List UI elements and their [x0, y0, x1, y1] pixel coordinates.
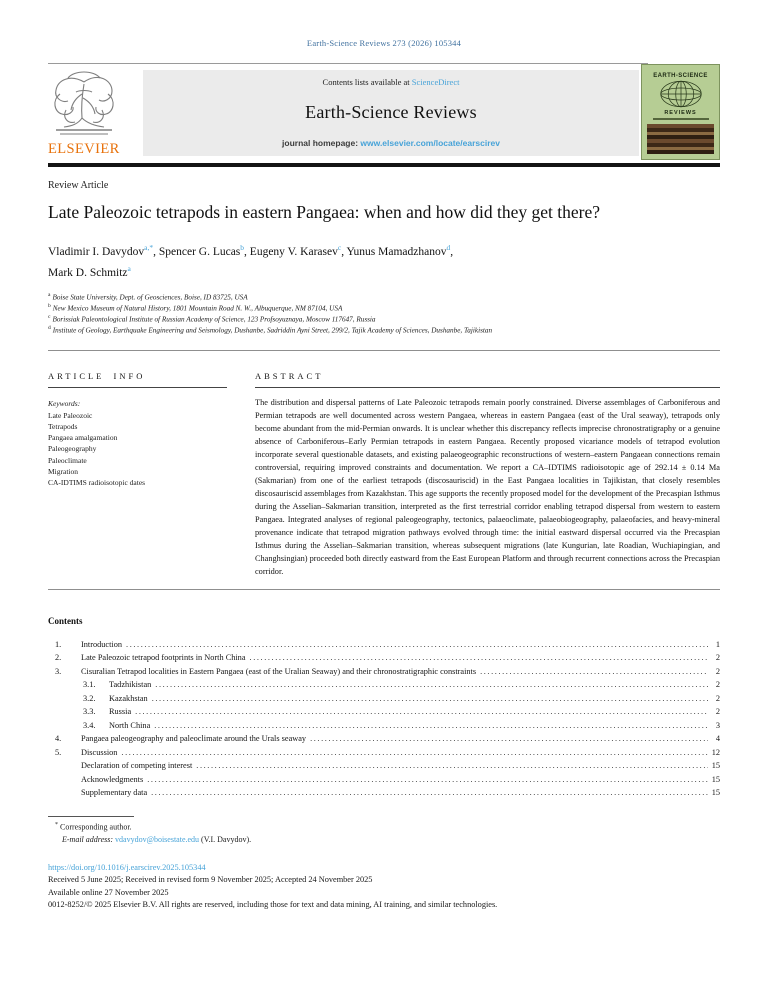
- toc-label: North China: [109, 720, 151, 730]
- author-name: Yunus Mamadzhanov: [346, 245, 447, 258]
- masthead-banner: [143, 70, 639, 156]
- available-online-line: Available online 27 November 2025: [48, 887, 169, 897]
- email-link[interactable]: vdavydov@boisestate.edu: [115, 834, 200, 844]
- toc-number: 1.: [55, 639, 62, 649]
- toc-dot-leader: [196, 759, 707, 773]
- toc-label: Discussion: [81, 747, 118, 757]
- toc-number: 3.1.: [83, 680, 96, 690]
- toc-page-number: 2: [715, 653, 720, 663]
- keyword-item: Tetrapods: [48, 421, 78, 431]
- homepage-prefix: journal homepage:: [282, 138, 361, 148]
- contents-heading: Contents: [48, 615, 83, 626]
- toc-page-number: 15: [711, 761, 720, 771]
- affiliation-text: Boise State University, Dept. of Geosciences, Boise, ID 83725, USA: [52, 293, 248, 302]
- contents-availability-line: [323, 77, 460, 87]
- author-name: Mark D. Schmitz: [48, 266, 128, 279]
- asterisk-marker: *: [55, 821, 58, 828]
- toc-number: 3.4.: [83, 720, 96, 730]
- toc-entry[interactable]: [48, 705, 720, 719]
- toc-dot-leader: [135, 705, 708, 719]
- toc-page-number: 12: [711, 747, 720, 757]
- toc-label: Supplementary data: [81, 788, 148, 798]
- keywords-label: Keywords:: [48, 399, 81, 409]
- toc-entry[interactable]: [48, 732, 720, 746]
- contents-availability-prefix: Contents lists available at: [322, 77, 412, 87]
- affiliation-line: [48, 314, 720, 325]
- toc-dot-leader: [154, 719, 708, 733]
- corresponding-author-note: [48, 821, 720, 834]
- elsevier-tree-icon: [48, 70, 120, 140]
- affiliation-sup: d: [48, 325, 51, 332]
- doi-link[interactable]: https://doi.org/10.1016/j.earscirev.2025.105344: [48, 863, 206, 872]
- toc-entry[interactable]: [48, 746, 720, 760]
- cover-subtitle-line: [653, 118, 709, 120]
- toc-label: Kazakhstan: [109, 693, 148, 703]
- toc-entry[interactable]: [48, 773, 720, 787]
- toc-dot-leader: [155, 678, 708, 692]
- email-label: E-mail address:: [62, 834, 114, 844]
- keyword-item: Late Paleozoic: [48, 410, 93, 420]
- abstract-heading: ABSTRACT: [255, 371, 324, 382]
- author-name: Vladimir I. Davydov: [48, 245, 145, 258]
- affiliation-sup: a: [48, 292, 51, 298]
- affiliation-text: Institute of Geology, Earthquake Engineering and Seismology, Dushanbe, Sadriddin Ayni Street, 299/2, Tajik Academy of Sciences, Dushanbe, Tajikistan: [52, 326, 493, 335]
- abstract-text: The distribution and dispersal patterns of Late Paleozoic tetrapods remain poorly constrained. Diverse assemblages of Carboniferous and Permian tetrapods are well documented across western Pangaea, whereas in eastern Pangaea (east of the Ural seaway), tetrapods only become abundant from the mid-Permian onwards. It is unclear whether this discrepancy reflects imprecise chronostratigraphy or a genuine absence of Carboniferous–Early Permian tetrapods in eastern Pangaea. Recently proposed vicariance models of tetrapod evolution incorporate several questionable datasets, and existing palaeogeographic reconstructions of western–eastern Pangaean connections remain controversial, requiring improved constraints and documentation. We report a CA–IDTIMS radioisotopic age of 292.14 ± 0.14 Ma (Sakmarian) from one of the earliest tetrapods (discosauriscid) in the East Pangaea localities in Tajikistan, that closely resembles discosauriscid assemblages from Kazakhstan. This age supports the recently proposed model for the development of the Precaspian Isthmus during the Asselian–Sakmarian transition, interpreted as the first terrestrial corridor enabling tetrapod dispersal from western to eastern Pangaea. Integrated analyses of regional paleogeography, tectonics, palaeoclimate, palaeobiogeography, palaeofacies, and heavy-mineral provenance indicate that tetrapod migration pathways evolved through time: the initial eastward dispersal occurred via the Precaspian Isthmus during the Asselian–Sakmarian transition, whereas subsequent migrations (late Kungurian, late Roadian, Wuchiapingian, and Changhsingian) proceeded both directly eastward from the East European Platform and through recurrent connections across the Precaspian corridor.: [255, 398, 720, 576]
- affiliation-line: [48, 292, 720, 303]
- toc-page-number: 4: [715, 734, 720, 744]
- author-affiliation-sup[interactable]: d: [446, 243, 451, 253]
- toc-page-number: 2: [715, 707, 720, 717]
- footnote-divider: [48, 816, 134, 817]
- affiliations-list: [48, 292, 720, 336]
- author-line: Vladimir I. Davydov$^{a,*}$, Spencer G. Lucas$^b$, Eugeny V. Karasev$^c$, Yunus Mamadzhanov$^d$, Mark D. Schmitz$^a$: [48, 243, 454, 279]
- toc-number: 3.3.: [83, 707, 96, 717]
- cover-title-top: EARTH-SCIENCE: [653, 73, 708, 79]
- toc-number: 3.2.: [83, 693, 96, 703]
- article-title: Late Paleozoic tetrapods in eastern Pangaea: when and how did they get there?: [48, 202, 601, 222]
- toc-label: Late Paleozoic tetrapod footprints in North China: [81, 653, 246, 663]
- toc-number: 2.: [55, 653, 62, 663]
- author-affiliation-sup[interactable]: a: [127, 264, 131, 274]
- elsevier-logo[interactable]: [48, 64, 143, 161]
- footnote-block: [48, 821, 720, 846]
- received-dates-line: Received 5 June 2025; Received in revised form 9 November 2025; Accepted 24 November 2025: [48, 875, 373, 885]
- toc-dot-leader: [126, 638, 708, 652]
- toc-label: Declaration of competing interest: [81, 761, 193, 771]
- sciencedirect-link[interactable]: ScienceDirect: [411, 77, 460, 87]
- toc-dot-leader: [310, 732, 708, 746]
- corresponding-author-text: Corresponding author.: [60, 822, 132, 832]
- header-bottom-divider: [48, 163, 720, 167]
- toc-number: 5.: [55, 747, 62, 757]
- article-info-heading: ARTICLE INFO: [48, 371, 146, 382]
- abstract-bottom-divider: [48, 589, 720, 590]
- journal-masthead: [48, 64, 720, 161]
- toc-page-number: 15: [711, 774, 720, 784]
- toc-dot-leader: [151, 786, 708, 800]
- toc-entry[interactable]: [48, 678, 720, 692]
- article-type-label: Review Article: [48, 180, 109, 191]
- journal-cover-thumbnail[interactable]: [641, 64, 720, 160]
- toc-label: Acknowledgments: [81, 774, 144, 784]
- toc-entry[interactable]: [48, 759, 720, 773]
- toc-entry[interactable]: [48, 692, 720, 706]
- affiliation-sup: b: [48, 303, 51, 310]
- keyword-item: Migration: [48, 466, 78, 476]
- keywords-block: [48, 398, 227, 488]
- abstract-column: [255, 371, 720, 578]
- journal-homepage-line: [282, 138, 500, 148]
- toc-number: 3.: [55, 666, 62, 676]
- elsevier-wordmark: ELSEVIER: [48, 141, 120, 157]
- toc-dot-leader: [480, 665, 708, 679]
- article-footer: [48, 862, 720, 912]
- affiliation-line: [48, 325, 720, 336]
- toc-label: Introduction: [81, 639, 123, 649]
- toc-page-number: 2: [715, 666, 720, 676]
- title-block-divider: [48, 350, 720, 351]
- copyright-line: 0012-8252/© 2025 Elsevier B.V. All rights are reserved, including those for text and data mining, AI training, and similar technologies.: [48, 900, 498, 910]
- toc-page-number: 15: [711, 788, 720, 798]
- affiliation-text: New Mexico Museum of Natural History, 1801 Mountain Road N. W., Albuquerque, NM 87104, USA: [52, 304, 343, 313]
- toc-entry[interactable]: [48, 786, 720, 800]
- article-info-rule: [48, 387, 227, 388]
- toc-dot-leader: [147, 773, 707, 787]
- keyword-item: CA-IDTIMS radioisotopic dates: [48, 478, 146, 488]
- toc-entry[interactable]: [48, 638, 720, 652]
- toc-entry[interactable]: [48, 651, 720, 665]
- journal-title: Earth-Science Reviews: [305, 102, 477, 122]
- author-affiliation-sup[interactable]: a,*: [144, 243, 154, 253]
- keyword-item: Paleoclimate: [48, 455, 87, 465]
- affiliation-line: [48, 303, 720, 314]
- toc-label: Cisuralian Tetrapod localities in Eastern Pangaea (east of the Uralian Seaway) and their chronostratigraphic constraints: [81, 666, 477, 676]
- affiliation-sup: c: [48, 314, 51, 321]
- cover-title-bottom: REVIEWS: [664, 110, 697, 116]
- toc-dot-leader: [250, 651, 708, 665]
- author-affiliation-sup[interactable]: c: [337, 243, 342, 253]
- author-name: Spencer G. Lucas: [158, 245, 241, 258]
- toc-label: Russia: [109, 707, 132, 717]
- cover-photo: [647, 124, 714, 154]
- toc-page-number: 2: [715, 680, 720, 690]
- toc-label: Tadzhikistan: [109, 680, 152, 690]
- journal-homepage-link[interactable]: www.elsevier.com/locate/earscirev: [360, 138, 500, 148]
- toc-page-number: 2: [715, 693, 720, 703]
- journal-citation-link[interactable]: Earth-Science Reviews 273 (2026) 105344: [306, 38, 462, 48]
- email-suffix: (V.I. Davydov).: [199, 834, 252, 844]
- globe-icon: [658, 79, 704, 109]
- toc-dot-leader: [121, 746, 707, 760]
- article-info-column: [48, 371, 255, 578]
- toc-entry[interactable]: [48, 665, 720, 679]
- keyword-item: Paleogeography: [48, 444, 97, 454]
- toc-dot-leader: [152, 692, 708, 706]
- author-name: Eugeny V. Karasev: [249, 245, 338, 258]
- toc-page-number: 1: [715, 639, 720, 649]
- author-affiliation-sup[interactable]: b: [240, 243, 245, 253]
- abstract-rule: [255, 387, 720, 388]
- table-of-contents: [48, 638, 720, 800]
- toc-label: Pangaea paleogeography and paleoclimate around the Urals seaway: [81, 734, 307, 744]
- email-line: [48, 834, 720, 846]
- affiliation-text: Borissiak Paleontological Institute of Russian Academy of Science, 123 Profsoyuznaya, Moscow 117647, Russia: [52, 315, 376, 324]
- keyword-item: Pangaea amalgamation: [48, 433, 118, 443]
- toc-number: 4.: [55, 734, 62, 744]
- toc-page-number: 3: [715, 720, 720, 730]
- toc-entry[interactable]: [48, 719, 720, 733]
